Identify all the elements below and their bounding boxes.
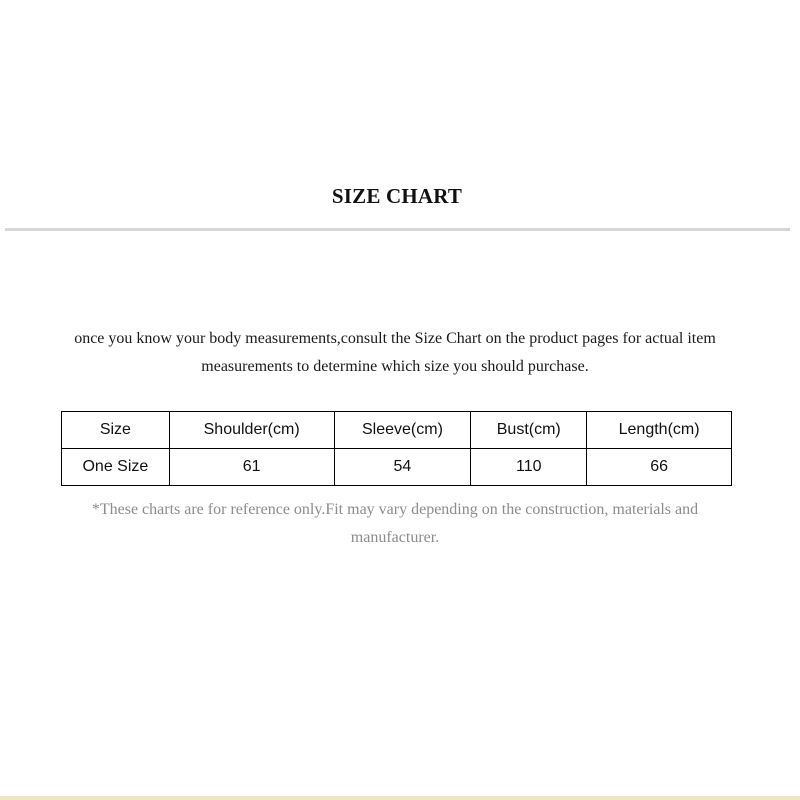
header-sleeve: Sleeve(cm)	[334, 412, 471, 449]
header-shoulder: Shoulder(cm)	[169, 412, 334, 449]
table-header-row	[62, 412, 732, 449]
cell-size: One Size	[62, 449, 170, 486]
cell-shoulder: 61	[169, 449, 334, 486]
intro-line-1: once you know your body measurements,consult the Size Chart on the product pages for actual item	[74, 330, 716, 347]
cell-bust: 110	[471, 449, 587, 486]
table-row	[62, 449, 732, 486]
cell-length: 66	[587, 449, 732, 486]
note-line-2: manufacturer.	[350, 529, 440, 546]
intro-text	[30, 325, 760, 381]
header-size: Size	[62, 412, 170, 449]
size-table	[61, 411, 732, 486]
intro-line-2: measurements to determine which size you should purchase.	[201, 358, 589, 375]
header-bust: Bust(cm)	[471, 412, 587, 449]
cell-sleeve: 54	[334, 449, 471, 486]
page-title: SIZE CHART	[331, 184, 463, 208]
reference-note	[55, 496, 735, 552]
note-line-1: *These charts are for reference only.Fit may vary depending on the construction, materials and	[91, 501, 699, 518]
header-length: Length(cm)	[587, 412, 732, 449]
bottom-divider	[0, 796, 800, 800]
title-divider	[5, 228, 790, 231]
